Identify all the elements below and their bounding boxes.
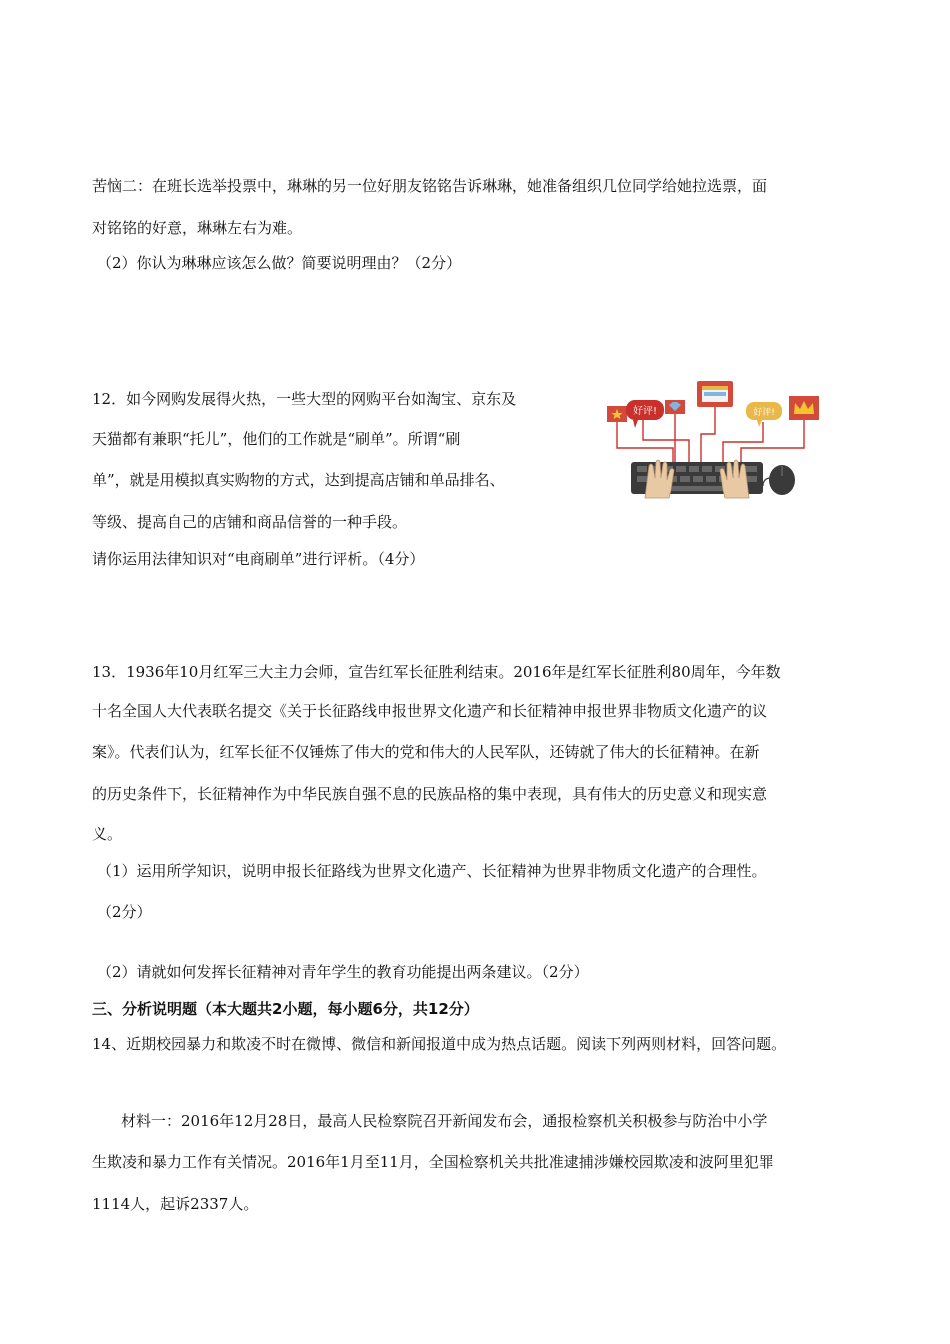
material-one-line: 材料一：2016年12月28日，最高人民检察院召开新闻发布会，通报检察机关积极参与防治中小学	[121, 1112, 768, 1130]
material-one-line: 1114人，起诉2337人。	[92, 1195, 259, 1213]
question-13-line: 13．1936年10月红军三大主力会师，宣告红军长征胜利结束。2016年是红军长征胜利80周年，今年数	[92, 663, 781, 681]
mouse-icon	[763, 465, 795, 495]
question-13-line: 十名全国人大代表联名提交《关于长征路线申报世界文化遗产和长征精神申报世界非物质文化遗产的议	[92, 702, 768, 720]
good-review-bubble-left	[626, 400, 664, 428]
question-13-prompt: （1）运用所学知识，说明申报长征路线为世界文化遗产、长征精神为世界非物质文化遗产的合理性。	[97, 862, 767, 880]
question-12-line: 12．如今网购发展得火热，一些大型的网购平台如淘宝、京东及	[92, 390, 517, 408]
question-13-prompt: （2）请就如何发挥长征精神对青年学生的教育功能提出两条建议。（2分）	[97, 963, 589, 981]
section-heading: 三、分析说明题（本大题共2小题，每小题6分，共12分）	[92, 1000, 479, 1018]
text-line: 苦恼二：在班长选举投票中，琳琳的另一位好朋友铭铭告诉琳琳，她准备组织几位同学给她拉选票，面	[92, 177, 768, 195]
store-screen-icon	[697, 381, 733, 407]
online-shopping-illustration	[603, 378, 825, 500]
question-13-line: 案》。代表们认为，红军长征不仅锤炼了伟大的党和伟大的人民军队，还铸就了伟大的长征精神。在新	[92, 743, 760, 761]
material-one-line: 生欺凌和暴力工作有关情况。2016年1月至11月，全国检察机关共批准逮捕涉嫌校园欺凌和波阿里犯罪	[92, 1153, 774, 1171]
question-12-line: 等级、提高自己的店铺和商品信誉的一种手段。	[92, 513, 408, 531]
diamond-sign-icon	[665, 400, 685, 414]
question-13-line: 的历史条件下，长征精神作为中华民族自强不息的民族品格的集中表现，具有伟大的历史意义和现实意	[92, 785, 768, 803]
svg-text:好评!: 好评!	[632, 406, 658, 417]
good-review-bubble-right	[746, 402, 782, 427]
question-14-line: 14、近期校园暴力和欺凌不时在微博、微信和新闻报道中成为热点话题。阅读下列两则材料，回答问题。	[92, 1035, 787, 1053]
star-sign-icon	[607, 406, 627, 422]
question-13-line: 义。	[92, 825, 123, 843]
crown-sign-icon	[789, 396, 819, 420]
question-13-points: （2分）	[97, 903, 152, 921]
question-prompt: （2）你认为琳琳应该怎么做？简要说明理由？（2分）	[97, 254, 462, 272]
question-12-line: 单”，就是用模拟真实购物的方式，达到提高店铺和单品排名、	[92, 471, 505, 489]
text-line: 对铭铭的好意，琳琳左右为难。	[92, 219, 303, 237]
question-12-prompt: 请你运用法律知识对“电商刷单”进行评析。（4分）	[92, 550, 425, 568]
question-12-line: 天猫都有兼职“托儿”，他们的工作就是“刷单”。所谓“刷	[92, 430, 461, 448]
svg-text:好评!: 好评!	[753, 408, 775, 418]
